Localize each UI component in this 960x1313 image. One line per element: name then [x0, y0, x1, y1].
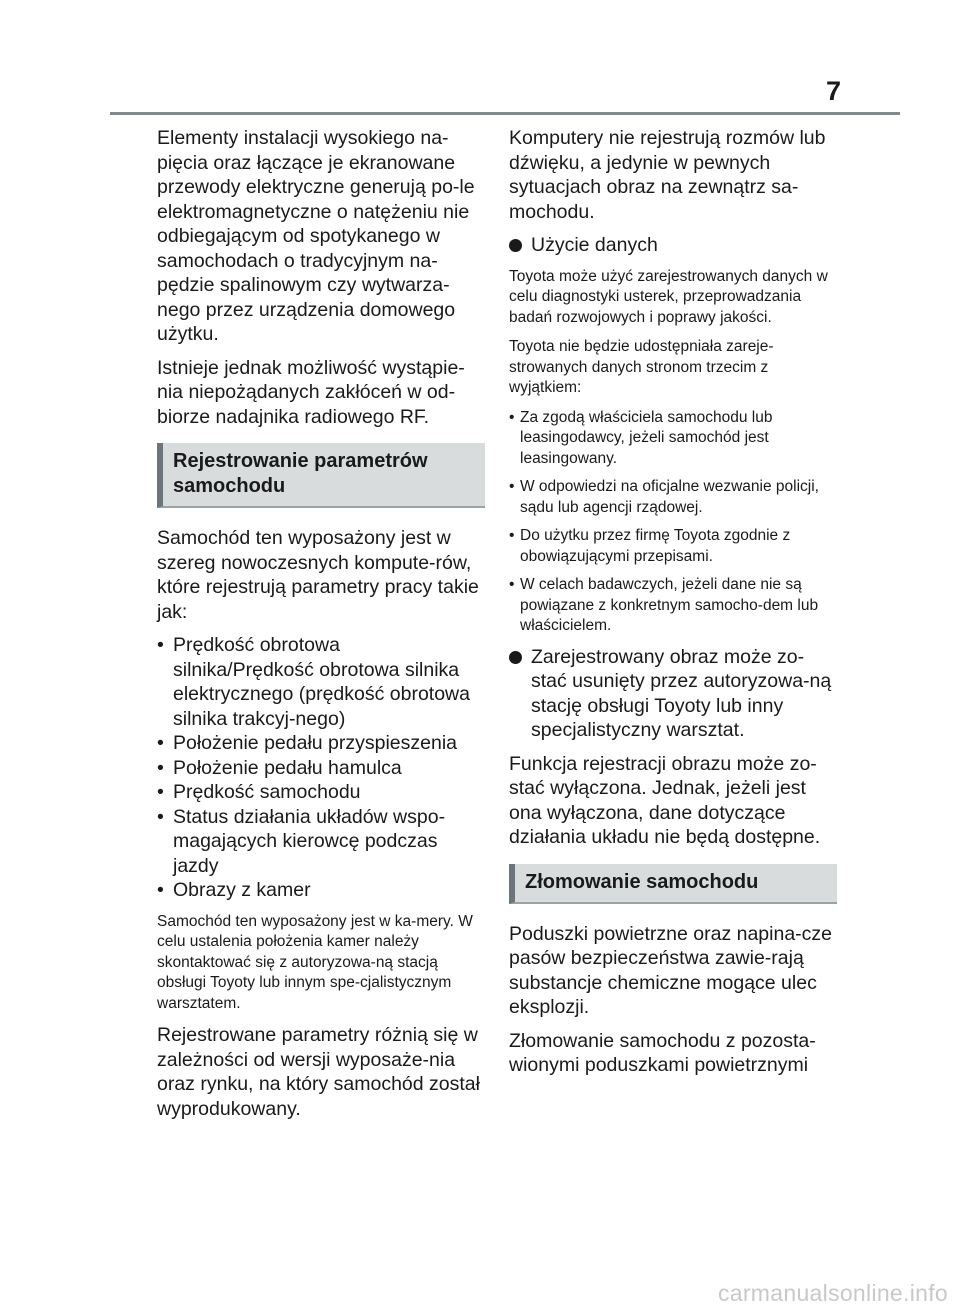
- paragraph: Elementy instalacji wysokiego na-pięcia oraz łączące je ekranowane przewody elektryczne generują po-le elektromagnetyczne o natężeniu nie odbiegającym od spotykanego w samochodach o tradycyjnym na-pędzie spalinowym czy wytwarza-nego przez urządzenia domowego użytku.: [157, 127, 475, 345]
- subheading-text: Użycie danych: [531, 234, 658, 256]
- paragraph: Komputery nie rejestrują rozmów lub dźwięku, a jedynie w pewnych sytuacjach obraz na zewnątrz sa-mochodu.: [509, 127, 826, 223]
- list-item: • Obrazy z kamer: [157, 878, 485, 903]
- paragraph: Rejestrowane parametry różnią się w zależności od wersji wyposaże-nia oraz rynku, na który samochód został wyprodukowany.: [157, 1024, 480, 1120]
- parameter-list: [157, 633, 485, 903]
- list-item: • W celach badawczych, jeżeli dane nie są powiązane z konkretnym samocho-dem lub właścicielem.: [509, 575, 837, 637]
- subheading: [509, 645, 837, 743]
- list-item: • Prędkość obrotowa silnika/Prędkość obrotowa silnika elektrycznego (prędkość obrotowa silnika trakcyj-nego): [157, 633, 485, 731]
- paragraph: Samochód ten wyposażony jest w szereg nowoczesnych kompute-rów, które rejestrują parametry pracy takie jak:: [157, 527, 479, 623]
- paragraph: Poduszki powietrzne oraz napina-cze pasów bezpieczeństwa zawie-rają substancje chemiczne mogące ulec eksplozji.: [509, 922, 833, 1018]
- subheading-text: Zarejestrowany obraz może zo-stać usunięty przez autoryzowa-ną stację obsługi Toyoty lub inny specjalistyczny warsztat.: [531, 645, 832, 741]
- list-item: • Status działania układów wspo-magających kierowcę podczas jazdy: [157, 805, 485, 879]
- list-item: • Do użytku przez firmę Toyota zgodnie z obowiązującymi przepisami.: [509, 526, 837, 567]
- bullet-dot-icon: [509, 651, 522, 664]
- list-item: • Położenie pedału przyspieszenia: [157, 731, 485, 756]
- section-heading: Rejestrowanie parametrów samochodu: [157, 443, 485, 508]
- list-item: • Za zgodą właściciela samochodu lub leasingodawcy, jeżeli samochód jest leasingowany.: [509, 408, 837, 470]
- bullet-dot-icon: [509, 239, 522, 252]
- list-item: • Położenie pedału hamulca: [157, 756, 485, 781]
- list-item: • W odpowiedzi na oficjalne wezwanie policji, sądu lub agencji rządowej.: [509, 477, 837, 518]
- right-column: [509, 126, 837, 1087]
- paragraph: Istnieje jednak możliwość wystąpie-nia niepożądanych zakłóceń w od-biorze nadajnika radiowego RF.: [157, 356, 465, 428]
- paragraph-small: Toyota nie będzie udostępniała zareje-strowanych danych stronom trzecim z wyjątkiem:: [509, 338, 774, 396]
- watermark: carmanualsonline.info: [717, 1280, 948, 1306]
- exception-list: [509, 408, 837, 637]
- note-text: Samochód ten wyposażony jest w ka-mery. W celu ustalenia położenia kamer należy skontaktować się z autoryzowa-ną stacją obsługi Toyoty lub innym spe-cjalistycznym warsztatem.: [157, 912, 473, 1012]
- page-number: 7: [826, 76, 842, 106]
- left-column: [157, 126, 485, 1130]
- section-heading: Złomowanie samochodu: [509, 864, 837, 904]
- paragraph-small: Toyota może użyć zarejestrowanych danych w celu diagnostyki usterek, przeprowadzania badań rozwojowych i poprawy jakości.: [509, 267, 828, 326]
- header-rule: [110, 112, 900, 115]
- paragraph: Złomowanie samochodu z pozosta-wionymi poduszkami powietrznymi: [509, 1029, 816, 1076]
- list-item: • Prędkość samochodu: [157, 780, 485, 805]
- subheading: [509, 233, 837, 258]
- paragraph: Funkcja rejestracji obrazu może zo-stać wyłączona. Jednak, jeżeli jest ona wyłączona, dane dotyczące działania układu nie będą dostępne.: [509, 752, 821, 848]
